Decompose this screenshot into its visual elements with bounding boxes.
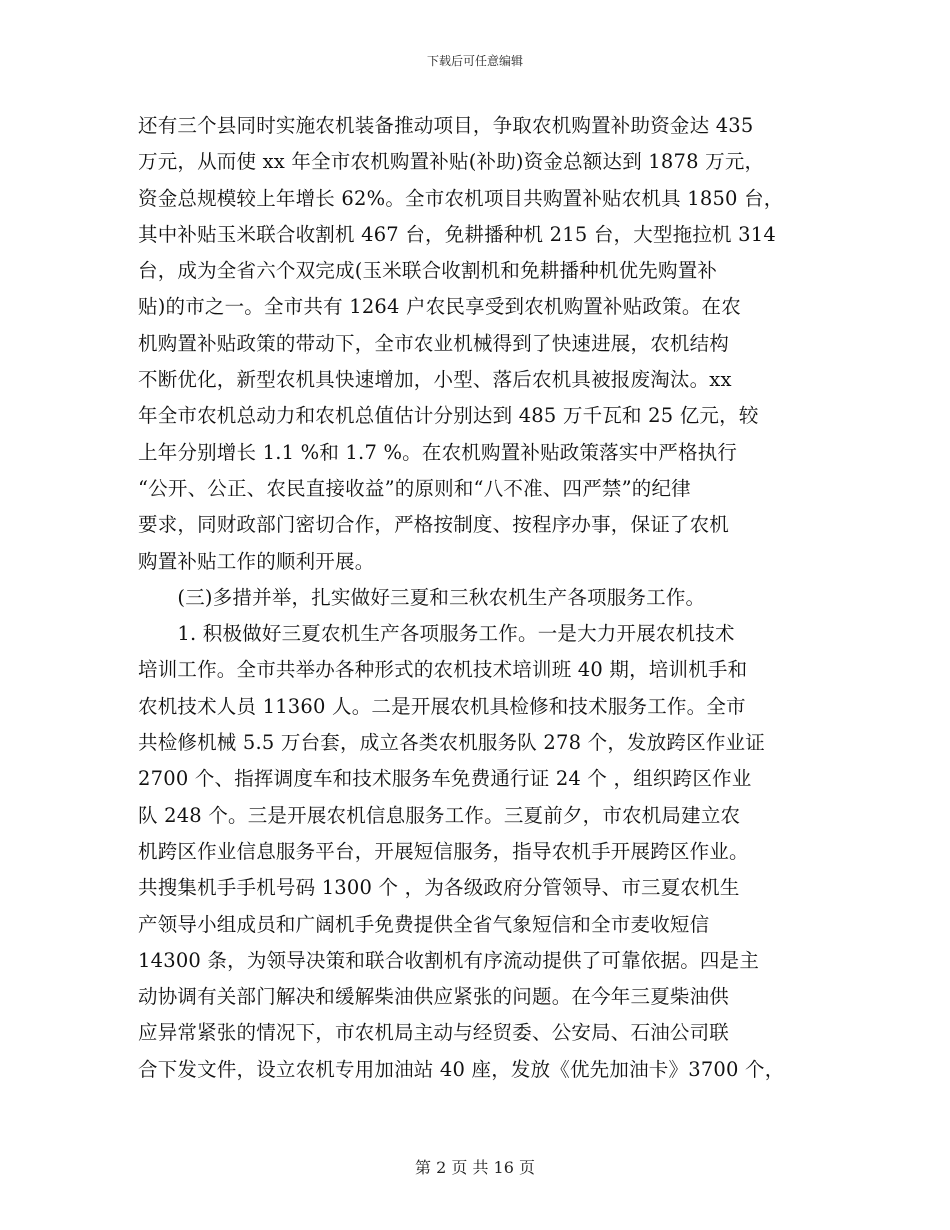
body-line: 动协调有关部门解决和缓解柴油供应紧张的问题。在今年三夏柴油供 bbox=[138, 985, 730, 1009]
body-line: 贴)的市之一。全市共有 1264 户农民享受到农机购置补贴政策。在农 bbox=[138, 295, 741, 319]
body-line: 机购置补贴政策的带动下，全市农业机械得到了快速进展，农机结构 bbox=[138, 331, 730, 355]
section-heading: (三)多措并举，扎实做好三夏和三秋农机生产各项服务工作。 bbox=[138, 585, 706, 609]
body-line: 万元，从而使 xx 年全市农机购置补贴(补助)资金总额达到 1878 万元， bbox=[138, 150, 765, 174]
body-line: 机跨区作业信息服务平台，开展短信服务，指导农机手开展跨区作业。 bbox=[138, 839, 749, 863]
body-line: 购置补贴工作的顺利开展。 bbox=[138, 549, 375, 573]
body-line: 要求，同财政部门密切合作，严格按制度、按程序办事，保证了农机 bbox=[138, 513, 730, 537]
body-line: 培训工作。全市共举办各种形式的农机技术培训班 40 期，培训机手和 bbox=[138, 658, 748, 682]
body-line: 应异常紧张的情况下，市农机局主动与经贸委、公安局、石油公司联 bbox=[138, 1021, 730, 1045]
body-line: 合下发文件，设立农机专用加油站 40 座，发放《优先加油卡》3700 个， bbox=[138, 1057, 785, 1081]
body-line: 不断优化，新型农机具快速增加，小型、落后农机具被报废淘汰。xx bbox=[138, 368, 732, 392]
body-line: 台，成为全省六个双完成(玉米联合收割机和免耕播种机优先购置补 bbox=[138, 259, 718, 283]
body-line: 资金总规模较上年增长 62%。全市农机项目共购置补贴农机具 1850 台， bbox=[138, 186, 784, 210]
document-body bbox=[138, 108, 818, 1088]
body-line: 共检修机械 5.5 万台套，成立各类农机服务队 278 个，发放跨区作业证 bbox=[138, 731, 765, 755]
body-line: 1. 积极做好三夏农机生产各项服务工作。一是大力开展农机技术 bbox=[138, 622, 735, 646]
body-line: “公开、公正、农民直接收益”的原则和“八不准、四严禁”的纪律 bbox=[138, 476, 691, 500]
body-line: 2700 个、指挥调度车和技术服务车免费通行证 24 个 ，组织跨区作业 bbox=[138, 767, 752, 791]
body-line: 队 248 个。三是开展农机信息服务工作。三夏前夕，市农机局建立农 bbox=[138, 803, 741, 827]
body-line: 共搜集机手手机号码 1300 个 ，为各级政府分管领导、市三夏农机生 bbox=[138, 876, 740, 900]
body-line: 还有三个县同时实施农机装备推动项目，争取农机购置补助资金达 435 bbox=[138, 114, 754, 137]
body-line: 年全市农机总动力和农机总值估计分别达到 485 万千瓦和 25 亿元，较 bbox=[138, 404, 759, 428]
body-line: 农机技术人员 11360 人。二是开展农机具检修和技术服务工作。全市 bbox=[138, 694, 746, 718]
body-line: 上年分别增长 1.1 %和 1.7 %。在农机购置补贴政策落实中严格执行 bbox=[138, 440, 738, 464]
body-line: 产领导小组成员和广阔机手免费提供全省气象短信和全市麦收短信 bbox=[138, 912, 710, 936]
body-line: 14300 条，为领导决策和联合收割机有序流动提供了可靠依据。四是主 bbox=[138, 948, 760, 972]
page-footer: 第 2 页 共 16 页 bbox=[415, 1158, 535, 1177]
page-header: 下载后可任意编辑 bbox=[426, 54, 523, 68]
body-line: 其中补贴玉米联合收割机 467 台，免耕播种机 215 台，大型拖拉机 314 bbox=[138, 222, 776, 246]
